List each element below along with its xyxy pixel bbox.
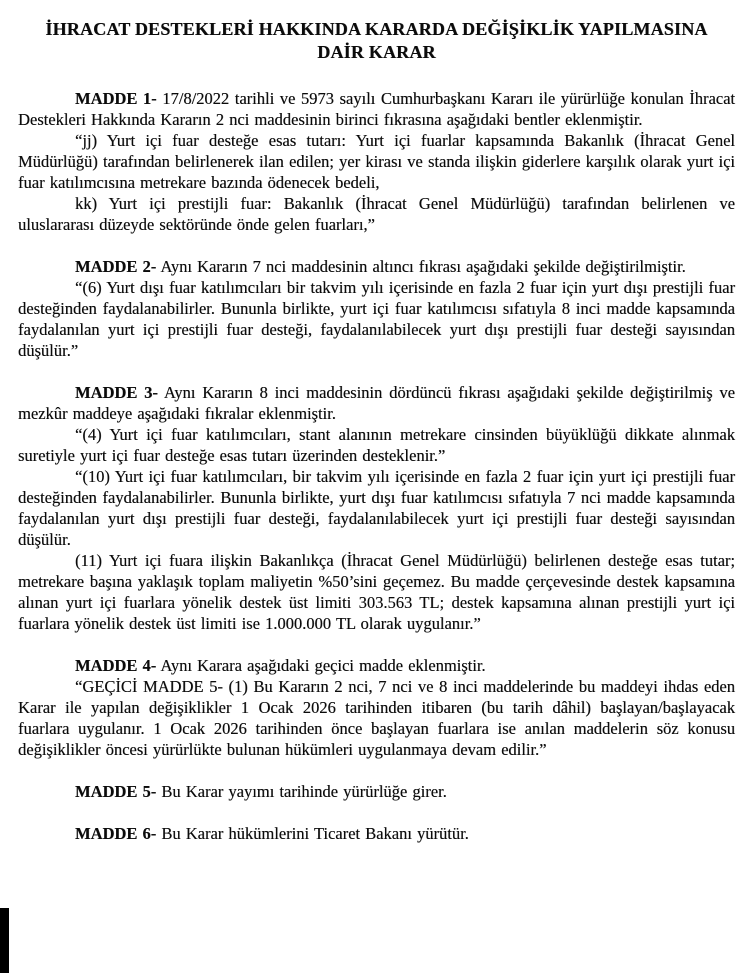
paragraph-fikra-11 (18, 550, 735, 634)
madde-1-label: MADDE 1- (75, 89, 157, 108)
paragraph-bent-kk (18, 193, 735, 235)
madde-6-text: Bu Karar hükümlerini Ticaret Bakanı yürütür. (156, 824, 469, 843)
bent-kk-text: kk) Yurt içi prestijli fuar: Bakanlık (İhracat Genel Müdürlüğü) tarafından belirlenen ve uluslararası düzeyde sektöründe önde gelen fuarları,” (18, 194, 735, 234)
document-title-line-2: DAİR KARAR (317, 42, 436, 62)
fikra-6-text: “(6) Yurt dışı fuar katılımcıları bir takvim yılı içerisinde en fazla 2 fuar için yurt dışı prestijli fuar desteğinden faydalanabilirler. Bununla birlikte, yurt içi fuar katılımcısı sıfatıyla 8 inci madde kapsamında faydalanılan yurt içi prestijli fuar desteği, faydalanılabilecek yurt dışı prestijli fuar desteği sayısından düşülür.” (18, 278, 735, 360)
document-title-line-1: İHRACAT DESTEKLERİ HAKKINDA KARARDA DEĞİŞİKLİK YAPILMASINA (45, 19, 708, 39)
madde-4-text: Aynı Karara aşağıdaki geçici madde eklenmiştir. (156, 656, 486, 675)
paragraph-gecici-madde-5 (18, 676, 735, 760)
scan-artifact-bar (0, 908, 9, 973)
madde-2-label: MADDE 2- (75, 257, 157, 276)
fikra-4-text: “(4) Yurt içi fuar katılımcıları, stant alanının metrekare cinsinden büyüklüğü dikkate alınmak suretiyle yurt içi fuar desteğe esas tutarı üzerinden desteklenir.” (18, 425, 735, 465)
madde-6-label: MADDE 6- (75, 824, 157, 843)
paragraph-madde-5 (18, 781, 735, 802)
paragraph-madde-6 (18, 823, 735, 844)
paragraph-bent-jj (18, 130, 735, 193)
fikra-10-text: “(10) Yurt içi fuar katılımcıları, bir takvim yılı içerisinde en fazla 2 fuar için yurt içi prestijli fuar desteğinden faydalanabilirler. Bununla birlikte, yurt dışı fuar katılımcısı sıfatıyla 7 nci madde kapsamında faydalanılan yurt dışı prestijli fuar desteği, faydalanılabilecek yurt içi prestijli fuar desteği sayısından düşülür. (18, 467, 735, 549)
paragraph-fikra-4 (18, 424, 735, 466)
paragraph-madde-3 (18, 382, 735, 424)
madde-5-label: MADDE 5- (75, 782, 157, 801)
bent-jj-text: “jj) Yurt içi fuar desteğe esas tutarı: Yurt içi fuarlar kapsamında Bakanlık (İhracat Genel Müdürlüğü) tarafından belirlenerek ilan edilen; yer kirası ve standa ilişkin giderlere karşılık olarak yurt içi fuar katılımcısına metrekare bazında ödenecek bedeli, (18, 131, 735, 192)
paragraph-fikra-6 (18, 277, 735, 361)
madde-1-text: 17/8/2022 tarihli ve 5973 sayılı Cumhurbaşkanı Kararı ile yürürlüğe konulan İhracat Destekleri Hakkında Kararın 2 nci maddesinin birinci fıkrasına aşağıdaki bentler eklenmiştir. (18, 89, 736, 129)
paragraph-madde-4 (18, 655, 735, 676)
paragraph-fikra-10 (18, 466, 735, 550)
madde-3-text: Aynı Kararın 8 inci maddesinin dördüncü fıkrası aşağıdaki şekilde değiştirilmiş ve mezkûr maddeye aşağıdaki fıkralar eklenmiştir. (18, 383, 735, 423)
document-title (18, 18, 735, 64)
paragraph-madde-1 (18, 88, 735, 130)
document-page (18, 18, 735, 973)
paragraph-madde-2 (18, 256, 735, 277)
madde-4-label: MADDE 4- (75, 656, 157, 675)
madde-5-text: Bu Karar yayımı tarihinde yürürlüğe girer. (156, 782, 447, 801)
madde-3-label: MADDE 3- (75, 383, 158, 402)
madde-2-text: Aynı Kararın 7 nci maddesinin altıncı fıkrası aşağıdaki şekilde değiştirilmiştir. (156, 257, 686, 276)
fikra-11-text: (11) Yurt içi fuara ilişkin Bakanlıkça (İhracat Genel Müdürlüğü) belirlenen desteğe esas tutar; metrekare başına yaklaşık toplam maliyetin %50’sini geçemez. Bu madde çerçevesinde destek kapsamına alınan yurt içi fuarlara yönelik destek üst limiti 303.563 TL; destek kapsamına alınan prestijli yurt içi fuarlara yönelik destek üst limiti ise 1.000.000 TL olarak uygulanır.” (18, 551, 735, 633)
gecici-madde-5-text: “GEÇİCİ MADDE 5- (1) Bu Kararın 2 nci, 7 nci ve 8 inci maddelerinde bu maddeyi ihdas eden Karar ile yapılan değişiklikler 1 Ocak 2026 tarihinden itibaren (bu tarih dâhil) başlayan/başlayacak fuarlara uygulanır. 1 Ocak 2026 tarihinden önce başlayan fuarlara ise anılan maddelerin söz konusu değişiklikler öncesi yürürlükte bulunan hükümleri uygulanmaya devam edilir.” (18, 677, 735, 759)
